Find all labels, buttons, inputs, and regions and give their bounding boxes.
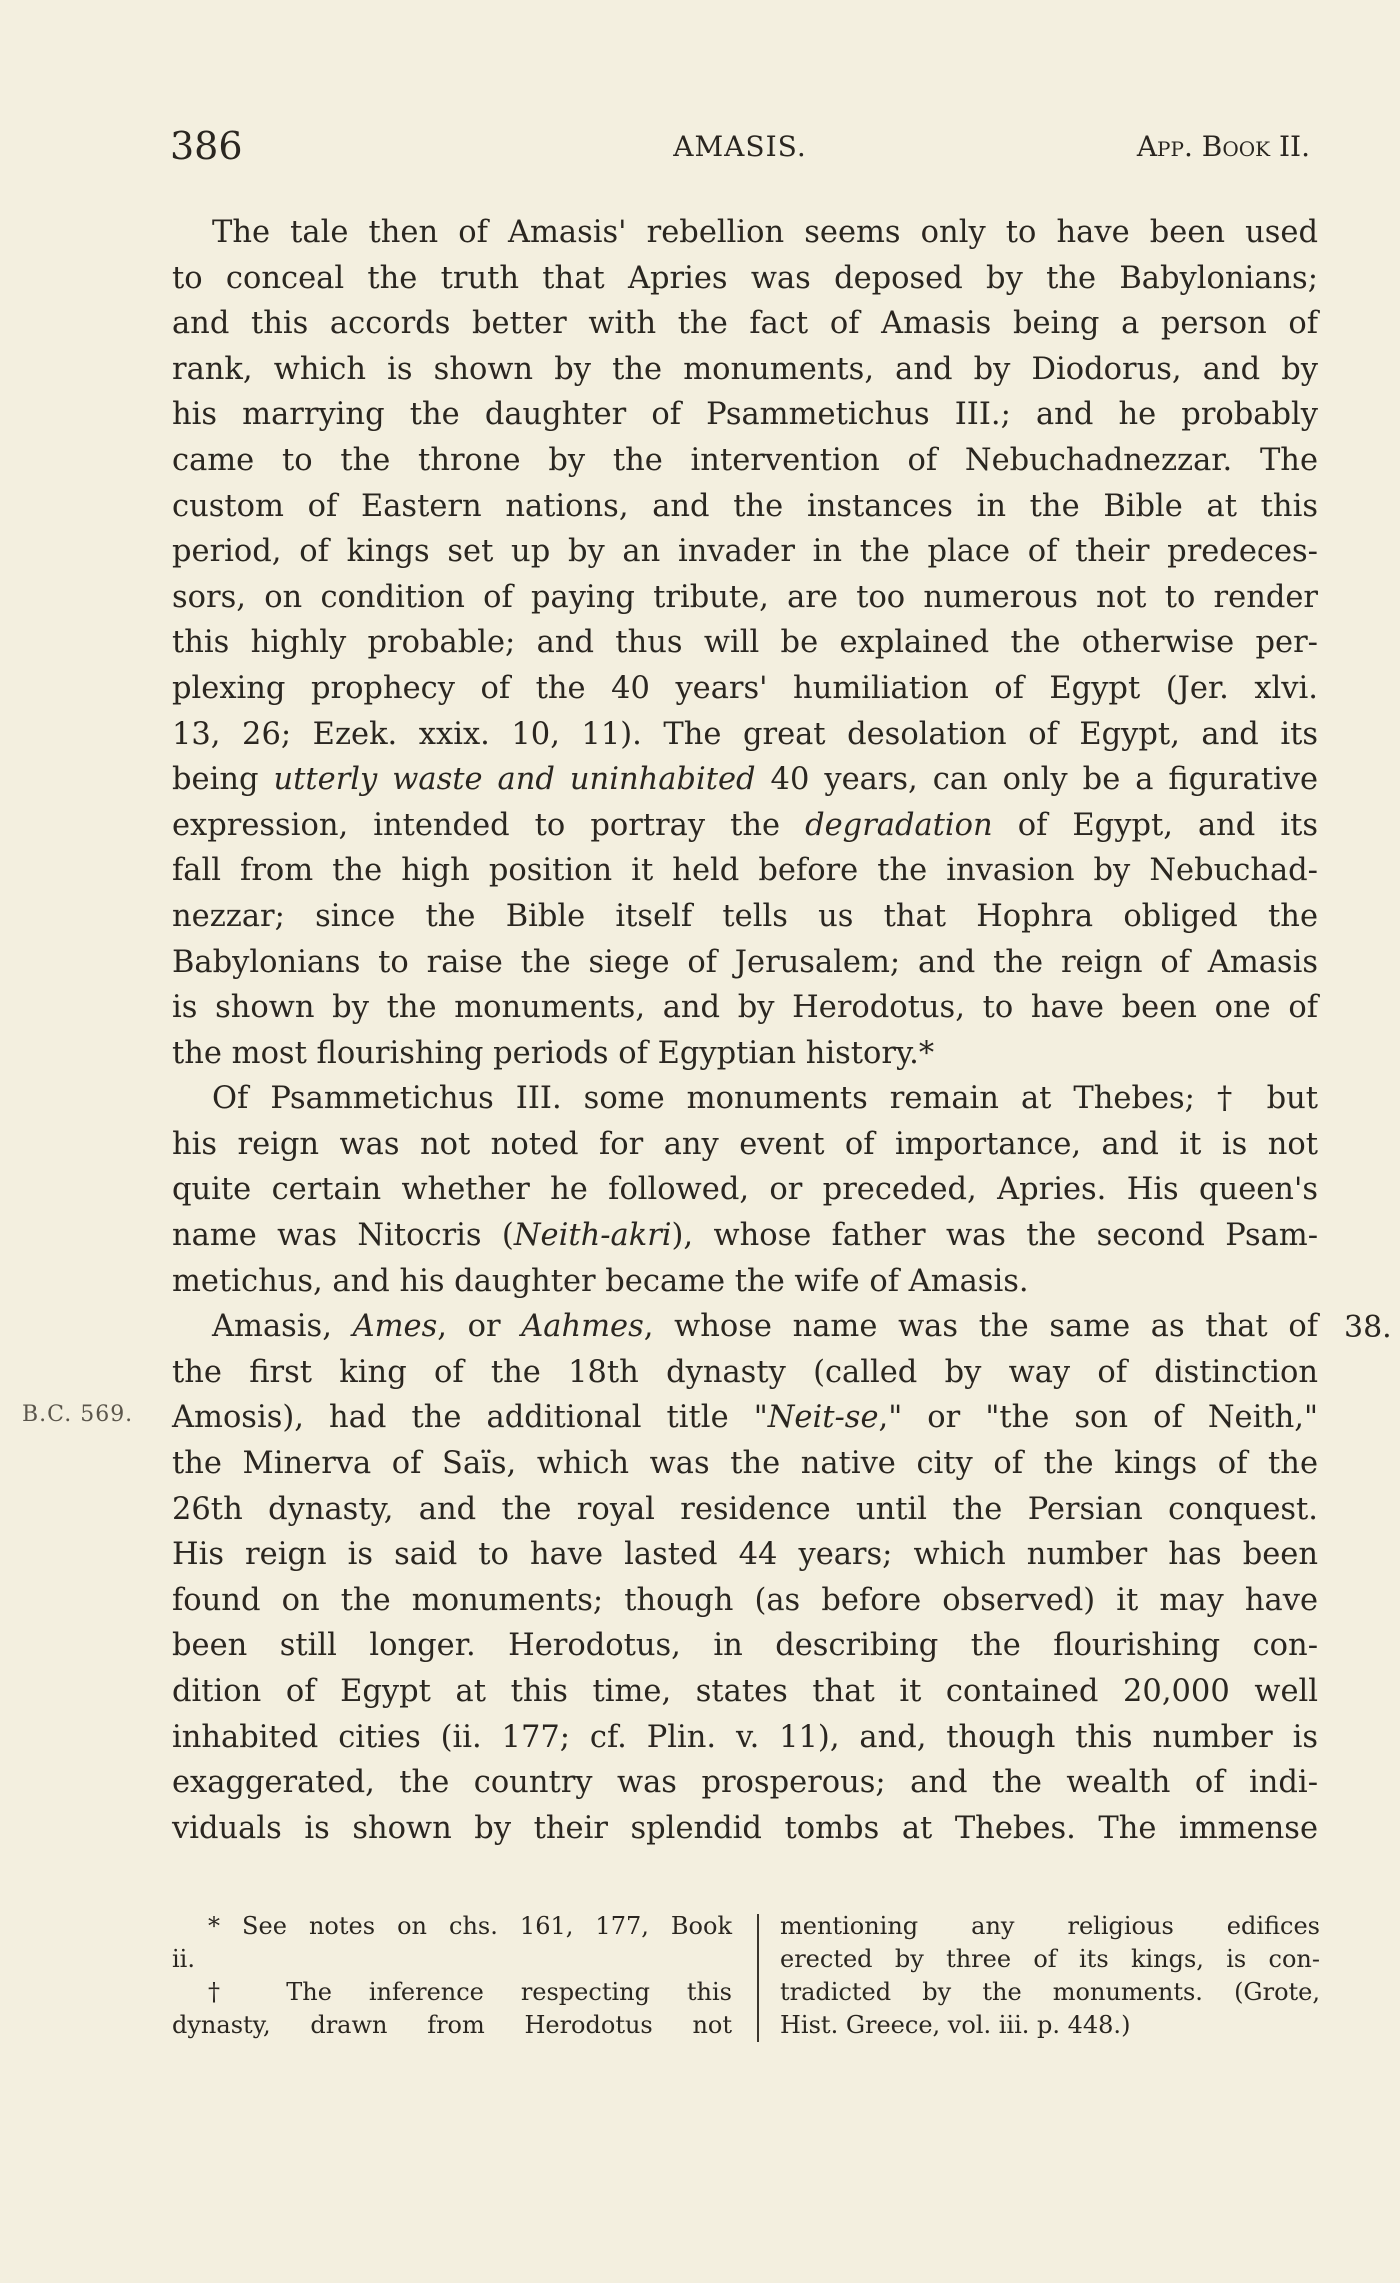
text-segment: expression, intended to portray the — [172, 807, 781, 843]
footnote-line: * See notes on chs. 161, 177, Book — [208, 1912, 732, 1940]
page-number: 386 — [170, 124, 243, 168]
text-line: sors, on condition of paying tribute, are too numerous not to render — [172, 579, 1318, 615]
margin-date: B.C. 569. — [22, 1402, 134, 1427]
text-line: the most flourishing periods of Egyptian history.* — [172, 1035, 935, 1071]
footnote-divider — [757, 1914, 759, 2042]
footnote-line: dynasty, drawn from Herodotus not — [172, 2011, 732, 2039]
text-line: exaggerated, the country was prosperous; and the wealth of indi- — [172, 1765, 1318, 1801]
text-line — [172, 1213, 1318, 1259]
text-line: to conceal the truth that Apries was deposed by the Babylonians; — [172, 260, 1318, 296]
footnote-column-right — [780, 1910, 1320, 2042]
text-line: Of Psammetichus III. some monuments remain at Thebes; † but — [212, 1081, 1318, 1117]
text-segment: name was Nitocris ( — [172, 1218, 514, 1254]
footnote-column-left — [172, 1910, 732, 2042]
page-header — [170, 124, 1310, 174]
text-line: quite certain whether he followed, or preceded, Apries. His queen's — [172, 1172, 1318, 1208]
italic-phrase: Neit-se — [767, 1400, 879, 1436]
text-line: custom of Eastern nations, and the instances in the Bible at this — [172, 488, 1318, 524]
margin-section-number: 38. — [1344, 1310, 1392, 1345]
italic-phrase: Neith-akri — [513, 1218, 672, 1254]
text-line: period, of kings set up by an invader in the place of their predeces- — [172, 534, 1318, 570]
text-line: metichus, and his daughter became the wife of Amasis. — [172, 1263, 1029, 1299]
text-line: inhabited cities (ii. 177; cf. Plin. v. 11), and, though this number is — [172, 1719, 1318, 1755]
text-line: dition of Egypt at this time, states that it contained 20,000 well — [172, 1674, 1318, 1709]
text-segment: being — [172, 762, 259, 798]
text-segment: , whose name was the same as that of — [643, 1309, 1318, 1345]
text-line: fall from the high position it held before the invasion by Nebuchad- — [172, 853, 1318, 889]
text-line — [172, 1304, 1318, 1350]
text-segment: , or — [437, 1309, 501, 1345]
text-line: the Minerva of Saïs, which was the native city of the kings of the — [172, 1446, 1318, 1482]
footnote-line: mentioning any religious edifices — [780, 1912, 1320, 1940]
footnote-line: ii. — [172, 1945, 195, 1973]
text-line: 26th dynasty, and the royal residence until the Persian conquest. — [172, 1491, 1318, 1527]
footnote-line: † The inference respecting this — [208, 1978, 732, 2006]
text-line: this highly probable; and thus will be explained the otherwise per- — [172, 625, 1318, 661]
text-segment: ," or "the son of Neith," — [878, 1400, 1318, 1436]
text-segment: Amosis), had the additional title " — [172, 1400, 768, 1436]
text-line: his marrying the daughter of Psammetichus III.; and he probably — [172, 397, 1318, 433]
italic-phrase: utterly waste and uninhabited — [273, 762, 756, 798]
text-line — [172, 757, 1318, 803]
italic-phrase: Ames — [352, 1309, 438, 1345]
body-text — [172, 210, 1318, 1851]
text-line: came to the throne by the intervention of Nebuchadnezzar. The — [172, 442, 1318, 478]
text-line: nezzar; since the Bible itself tells us that Hophra obliged the — [172, 898, 1318, 934]
footnote-line: tradicted by the monuments. (Grote, — [780, 1978, 1320, 2006]
text-line: 13, 26; Ezek. xxix. 10, 11). The great desolation of Egypt, and its — [172, 716, 1318, 752]
text-line: rank, which is shown by the monuments, and by Diodorus, and by — [172, 351, 1318, 387]
italic-phrase: degradation — [805, 807, 993, 843]
footnote-line: Hist. Greece, vol. iii. p. 448.) — [780, 2011, 1131, 2039]
text-segment: Amasis, — [212, 1309, 332, 1345]
text-line: The tale then of Amasis' rebellion seems only to have been used — [212, 215, 1318, 250]
italic-phrase: Aahmes — [521, 1309, 644, 1345]
text-segment: 40 years, can only be a figurative — [770, 762, 1319, 798]
text-line: is shown by the monuments, and by Herodotus, to have been one of — [172, 990, 1318, 1026]
footnote-line: erected by three of its kings, is con- — [780, 1945, 1320, 1973]
text-line: and this accords better with the fact of Amasis being a person of — [172, 306, 1318, 342]
text-line — [172, 803, 1318, 849]
text-segment: of Egypt, and its — [1017, 807, 1319, 843]
book-reference: App. Book II. — [1136, 130, 1310, 163]
running-title: AMASIS. — [673, 130, 807, 163]
text-line: been still longer. Herodotus, in describing the flourishing con- — [172, 1628, 1318, 1664]
text-line: plexing prophecy of the 40 years' humiliation of Egypt (Jer. xlvi. — [172, 670, 1318, 706]
text-line: viduals is shown by their splendid tombs at Thebes. The immense — [172, 1810, 1318, 1846]
text-line: the first king of the 18th dynasty (called by way of distinction — [172, 1354, 1318, 1390]
text-line: Babylonians to raise the siege of Jerusalem; and the reign of Amasis — [172, 944, 1318, 980]
text-line: his reign was not noted for any event of importance, and it is not — [172, 1126, 1318, 1162]
text-line — [172, 1395, 1318, 1441]
text-segment: ), whose father was the second Psam- — [671, 1218, 1319, 1254]
text-line: His reign is said to have lasted 44 years; which number has been — [172, 1537, 1318, 1573]
text-line: found on the monuments; though (as before observed) it may have — [172, 1582, 1318, 1618]
